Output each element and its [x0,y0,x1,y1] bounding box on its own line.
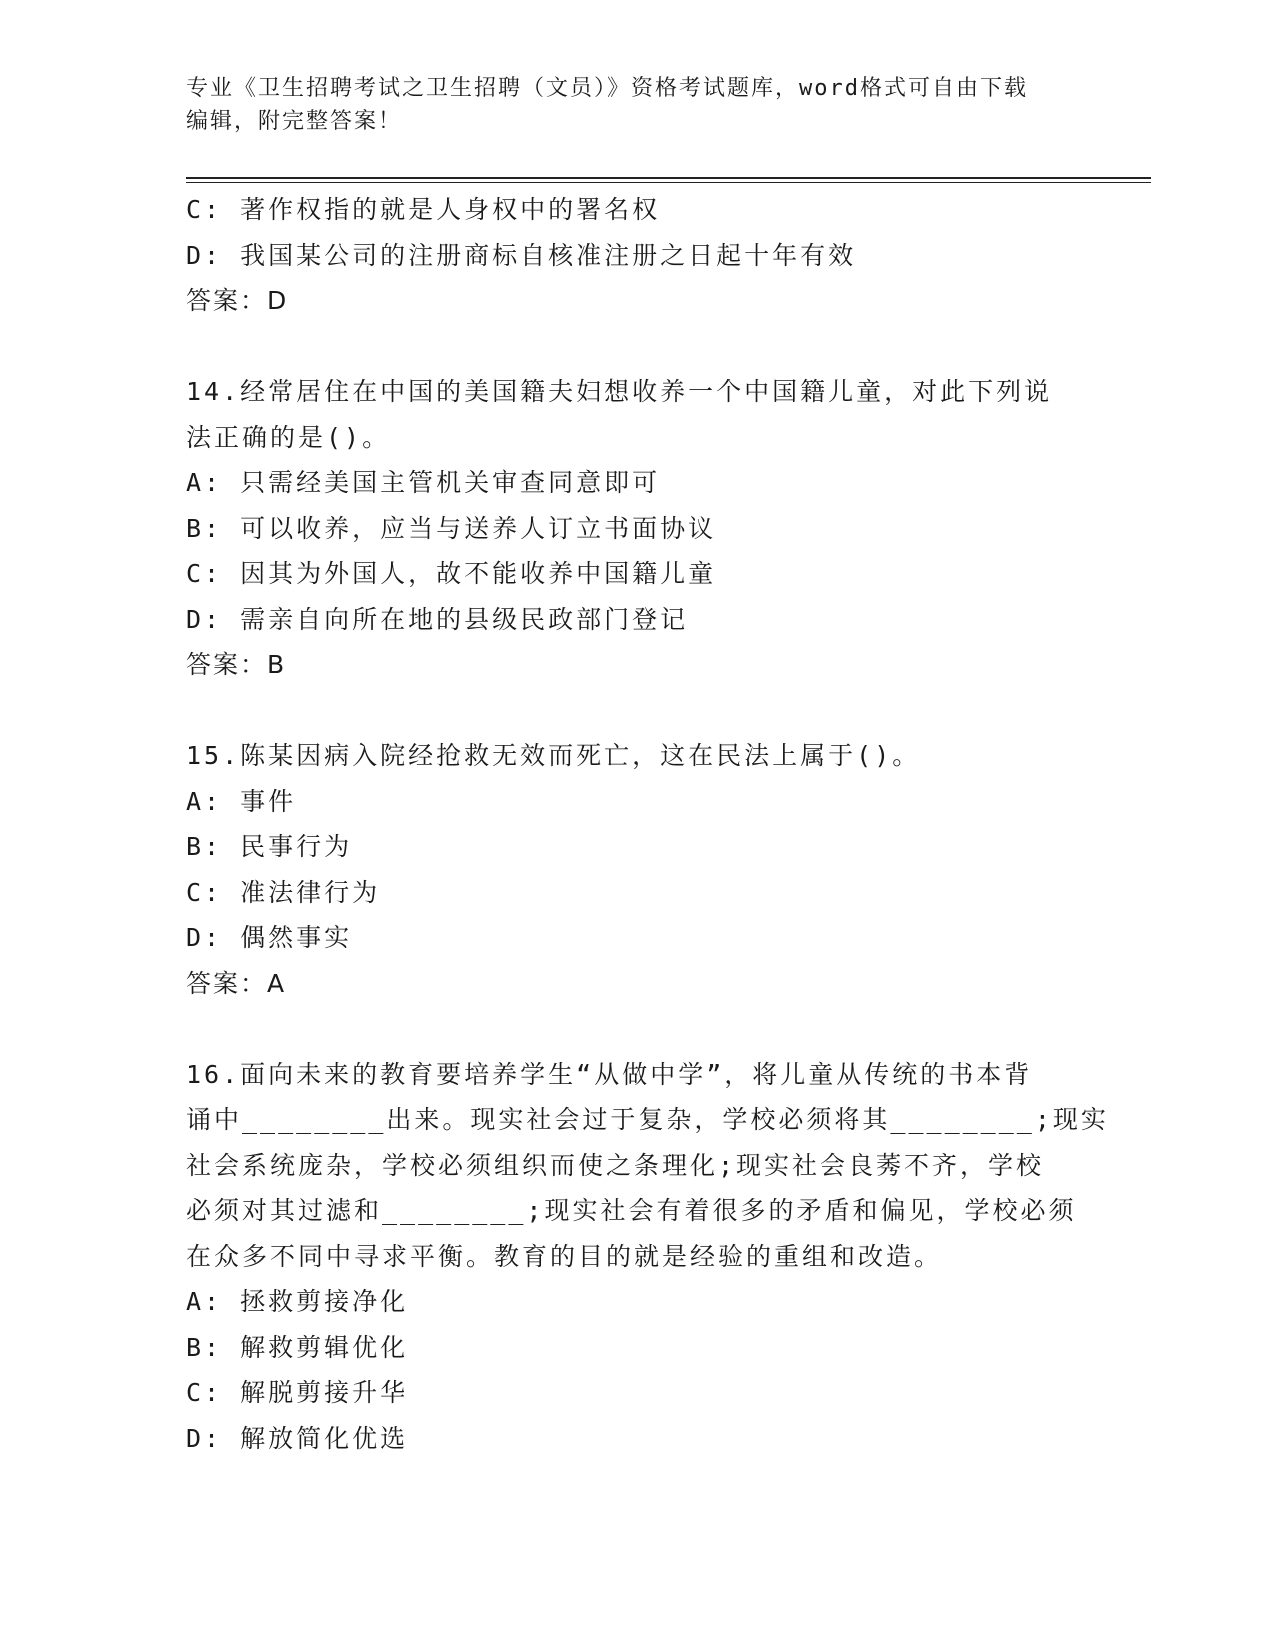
q14-option-c: C: 因其为外国人，故不能收养中国籍儿童 [186,559,717,588]
q16-option-c: C: 解脱剪接升华 [186,1378,409,1407]
spacer [186,324,1086,370]
document-header [186,72,1086,138]
header-line-1: 专业《卫生招聘考试之卫生招聘（文员）》资格考试题库，word格式可自由下载 [186,76,1028,101]
q15-answer: 答案：A [186,968,287,998]
q16-stem-line-3: 社会系统庞杂，学校必须组织而使之条理化;现实社会良莠不齐，学校 [186,1150,1045,1180]
q14-stem-line-1: 14.经常居住在中国的美国籍夫妇想收养一个中国籍儿童，对此下列说 [186,377,1053,406]
q15-option-c: C: 准法律行为 [186,877,381,907]
q15-stem-line-1: 15.陈某因病入院经抢救无效而死亡，这在民法上属于()。 [186,741,921,770]
header-line-2: 编辑，附完整答案！ [186,109,403,134]
q14-option-d: D: 需亲自向所在地的县级民政部门登记 [186,604,689,634]
q14-stem-line-2: 法正确的是()。 [186,422,391,452]
q16-stem-line-4: 必须对其过滤和________;现实社会有着很多的矛盾和偏见，学校必须 [186,1196,1077,1225]
q16-option-b: B: 解救剪辑优化 [186,1332,409,1362]
q16-stem-line-1: 16.面向未来的教育要培养学生“从做中学”，将儿童从传统的书本背 [186,1059,1033,1089]
q13-option-d: D: 我国某公司的注册商标自核准注册之日起十年有效 [186,240,857,270]
q16-stem-line-5: 在众多不同中寻求平衡。教育的目的就是经验的重组和改造。 [186,1241,943,1271]
q15-option-b: B: 民事行为 [186,832,353,861]
q13-answer: 答案：D [186,286,289,315]
spacer [186,688,1086,734]
header-rule-thin [186,182,1151,183]
q14-answer: 答案：B [186,650,287,679]
q15-option-d: D: 偶然事实 [186,923,353,952]
spacer [186,1006,1086,1052]
q14-option-a: A: 只需经美国主管机关审查同意即可 [186,468,661,497]
q14-option-b: B: 可以收养，应当与送养人订立书面协议 [186,513,717,543]
q16-stem-line-2: 诵中________出来。现实社会过于复杂，学校必须将其________;现实 [186,1105,1109,1134]
question-list [186,187,1109,1461]
q15-option-a: A: 事件 [186,786,297,816]
q16-option-a: A: 拯救剪接净化 [186,1287,409,1316]
q13-option-c: C: 著作权指的就是人身权中的署名权 [186,195,661,224]
q16-option-d: D: 解放简化优选 [186,1423,409,1453]
header-rule-thick [186,177,1151,179]
